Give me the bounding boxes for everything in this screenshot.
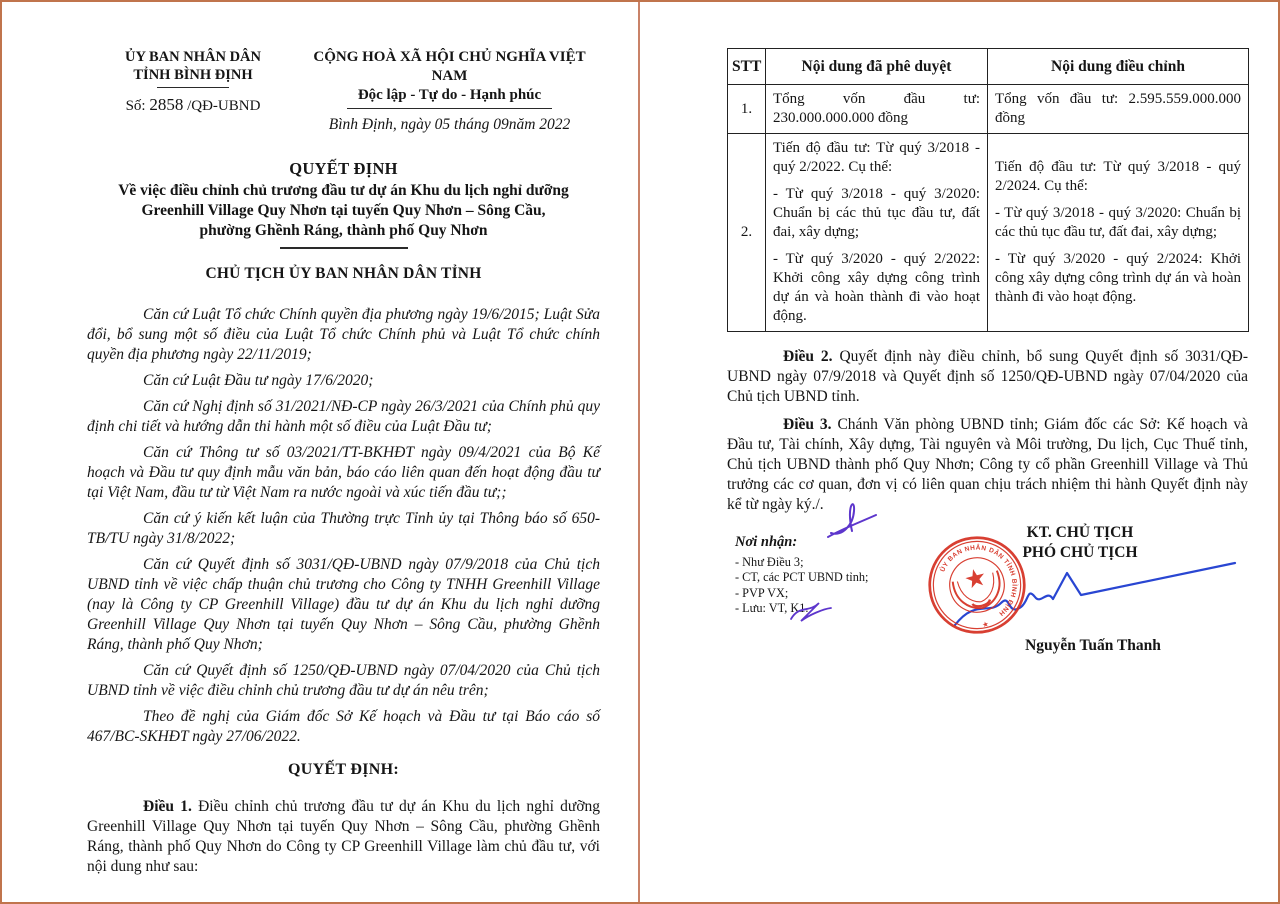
signature-block [727, 523, 1248, 763]
document-header [87, 48, 600, 134]
seal-arc-text: ỦY BAN NHÂN DÂN TỈNH BÌNH ĐỊNH [939, 544, 1018, 618]
emblem-star-icon [964, 567, 987, 589]
article-2 [727, 347, 1248, 407]
initial-mark-icon [787, 599, 835, 627]
signer-name: Nguyễn Tuấn Thanh [1025, 637, 1161, 654]
seal-star: ★ [981, 620, 990, 630]
recital-paragraph: Căn cứ Quyết định số 3031/QĐ-UBND ngày 07/9/2018 của Chủ tịch UBND tỉnh về việc chấp thuận chủ trương cho Công ty TNHH Greenhill Village (nay là Công ty CP Greenhill Village) đầu tư dự án Khu du lịch nghỉ dưỡng Greenhill Village Quy Nhơn tại tuyến Quy Nhơn – Sông Cầu, phường Ghềnh Ráng, thành phố Quy Nhơn; [87, 556, 600, 653]
article-1 [87, 797, 600, 877]
col-header-stt: STT [728, 49, 766, 85]
doc-no-prefix: Số: [125, 98, 146, 114]
row-number: 2. [728, 134, 766, 332]
recital-paragraph: Căn cứ Thông tư số 03/2021/TT-BKHĐT ngày 09/4/2021 của Bộ Kế hoạch và Đầu tư quy định mẫu văn bản, báo cáo liên quan đến hoạt động đầu tư tại Việt Nam, đầu tư từ Việt Nam ra nước ngoài và xúc tiến đầu tư;; [87, 444, 600, 501]
article-3-text: Chánh Văn phòng UBND tỉnh; Giám đốc các Sở: Kế hoạch và Đầu tư, Tài chính, Xây dựng, Tài nguyên và Môi trường, Du lịch, Cục Thuế tỉnh, Chủ tịch UBND thành phố Quy Nhơn; Công ty cổ phần Greenhill Village và Thủ trưởng các cơ quan, đơn vị có liên quan chịu trách nhiệm thi hành Quyết định này kể từ ngày ký./. [727, 416, 1248, 513]
approved-cell [766, 134, 988, 332]
national-motto-line1: CỘNG HOÀ XÃ HỘI CHỦ NGHĨA VIỆT NAM [313, 49, 586, 84]
document-number [87, 96, 299, 115]
cell-paragraph: Tiến độ đầu tư: Từ quý 3/2018 - quý 2/2024. Cụ thể: [995, 159, 1241, 194]
article-3 [727, 415, 1248, 515]
recital-paragraph: Căn cứ Nghị định số 31/2021/NĐ-CP ngày 26/3/2021 của Chính phủ quy định chi tiết và hướng dẫn thi hành một số điều của Luật Đầu tư; [87, 398, 600, 435]
issuer-org-line1: ỦY BAN NHÂN DÂN [124, 49, 261, 65]
pen-mark-icon [822, 491, 880, 543]
national-header-block [299, 48, 600, 134]
recipient-item: - Như Điều 3; [735, 554, 804, 569]
issuer-block [87, 48, 299, 134]
place-date: Bình Định, ngày 05 tháng 09năm 2022 [328, 116, 571, 133]
issuer-org-line2: TỈNH BÌNH ĐỊNH [133, 67, 253, 83]
page-1 [2, 2, 638, 902]
col-header-adjusted: Nội dung điều chỉnh [988, 49, 1249, 85]
issuer-rule [157, 87, 229, 88]
cell-paragraph: - Từ quý 3/2018 - quý 3/2020: Chuẩn bị các thủ tục đầu tư, đất đai, xây dựng; [773, 186, 980, 240]
national-motto-line2: Độc lập - Tự do - Hạnh phúc [357, 87, 542, 103]
recital-paragraph: Căn cứ Quyết định số 1250/QĐ-UBND ngày 07/04/2020 của Chủ tịch UBND tỉnh về việc điều chỉnh chủ trương đầu tư dự án nêu trên; [87, 662, 600, 699]
decision-heading: QUYẾT ĐỊNH: [287, 761, 400, 778]
doc-no-suffix: /QĐ-UBND [187, 98, 261, 114]
document-type-title: QUYẾT ĐỊNH [289, 159, 398, 178]
recipient-item: - Lưu: VT, K1. [735, 601, 809, 615]
recipients-title: Nơi nhận: [735, 534, 798, 550]
adjustment-table [727, 48, 1249, 332]
signer-title-kt: KT. CHỦ TỊCH [1026, 524, 1134, 541]
col-header-approved: Nội dung đã phê duyệt [766, 49, 988, 85]
subject-line-2: Greenhill Village Quy Nhơn tại tuyến Quy Nhơn – Sông Cầu, [141, 202, 546, 219]
cell-paragraph: Tiến độ đầu tư: Từ quý 3/2018 - quý 2/2022. Cụ thể: [773, 140, 980, 175]
subject-underline [280, 247, 408, 249]
cell-paragraph: Tổng vốn đầu tư: 230.000.000.000 đồng [773, 91, 980, 126]
article-1-text: Điều chỉnh chủ trương đầu tư dự án Khu du lịch nghỉ dưỡng Greenhill Village Quy Nhơn tại tuyến Quy Nhơn – Sông Cầu, phường Ghềnh Ráng, thành phố Quy Nhơn do Công ty CP Greenhill Village làm chủ đầu tư, với nội dung như sau: [87, 798, 601, 875]
cell-paragraph: - Từ quý 3/2020 - quý 2/2024: Khởi công xây dựng công trình dự án và hoàn thành đi vào hoạt động. [995, 251, 1241, 305]
recipient-item: - PVP VX; [735, 585, 789, 600]
articles-section [727, 347, 1248, 515]
cell-paragraph: - Từ quý 3/2020 - quý 2/2022: Khởi công xây dựng công trình dự án và hoàn thành đi vào hoạt động. [773, 251, 980, 324]
page-2 [640, 2, 1278, 902]
recipient-item: - CT, các PCT UBND tỉnh; [735, 570, 869, 584]
recital-paragraph: Căn cứ ý kiến kết luận của Thường trực Tỉnh ủy tại Thông báo số 650-TB/TU ngày 31/8/2022; [87, 510, 600, 547]
table-row [728, 85, 1249, 134]
cell-paragraph: - Từ quý 3/2018 - quý 3/2020: Chuẩn bị các thủ tục đầu tư, đất đai, xây dựng; [995, 205, 1241, 240]
adjusted-cell [988, 134, 1249, 332]
signer-title-pct: PHÓ CHỦ TỊCH [1022, 544, 1138, 561]
article-1-label: Điều 1. [143, 798, 192, 815]
cell-paragraph: Tổng vốn đầu tư: 2.595.559.000.000 đồng [995, 91, 1241, 126]
motto-rule [347, 108, 552, 109]
issuing-authority: CHỦ TỊCH ỦY BAN NHÂN DÂN TỈNH [205, 265, 482, 282]
table-row [728, 134, 1249, 332]
article-2-label: Điều 2. [783, 348, 833, 365]
subject-line-1: Về việc điều chỉnh chủ trương đầu tư dự án Khu du lịch nghỉ dưỡng [118, 182, 569, 199]
recital-paragraph: Căn cứ Luật Tổ chức Chính quyền địa phương ngày 19/6/2015; Luật Sửa đổi, bổ sung một số điều của Luật Tổ chức Chính phủ và Luật Tổ chức chính quyền địa phương ngày 22/11/2019; [87, 306, 600, 363]
recitals-section [87, 305, 600, 747]
approved-cell [766, 85, 988, 134]
subject-line-3: phường Ghềnh Ráng, thành phố Quy Nhơn [199, 222, 488, 239]
recital-paragraph: Theo đề nghị của Giám đốc Sở Kế hoạch và Đầu tư tại Báo cáo số 467/BC-SKHĐT ngày 27/06/2022. [87, 708, 600, 745]
row-number: 1. [728, 85, 766, 134]
table-header-row [728, 49, 1249, 85]
adjusted-cell [988, 85, 1249, 134]
recital-paragraph: Căn cứ Luật Đầu tư ngày 17/6/2020; [143, 372, 374, 389]
article-2-text: Quyết định này điều chỉnh, bổ sung Quyết định số 3031/QĐ-UBND ngày 07/9/2018 và Quyết định số 1250/QĐ-UBND ngày 07/04/2020 của Chủ tịch UBND tỉnh. [727, 348, 1249, 405]
doc-no-value: 2858 [149, 95, 184, 114]
article-3-label: Điều 3. [783, 416, 832, 433]
